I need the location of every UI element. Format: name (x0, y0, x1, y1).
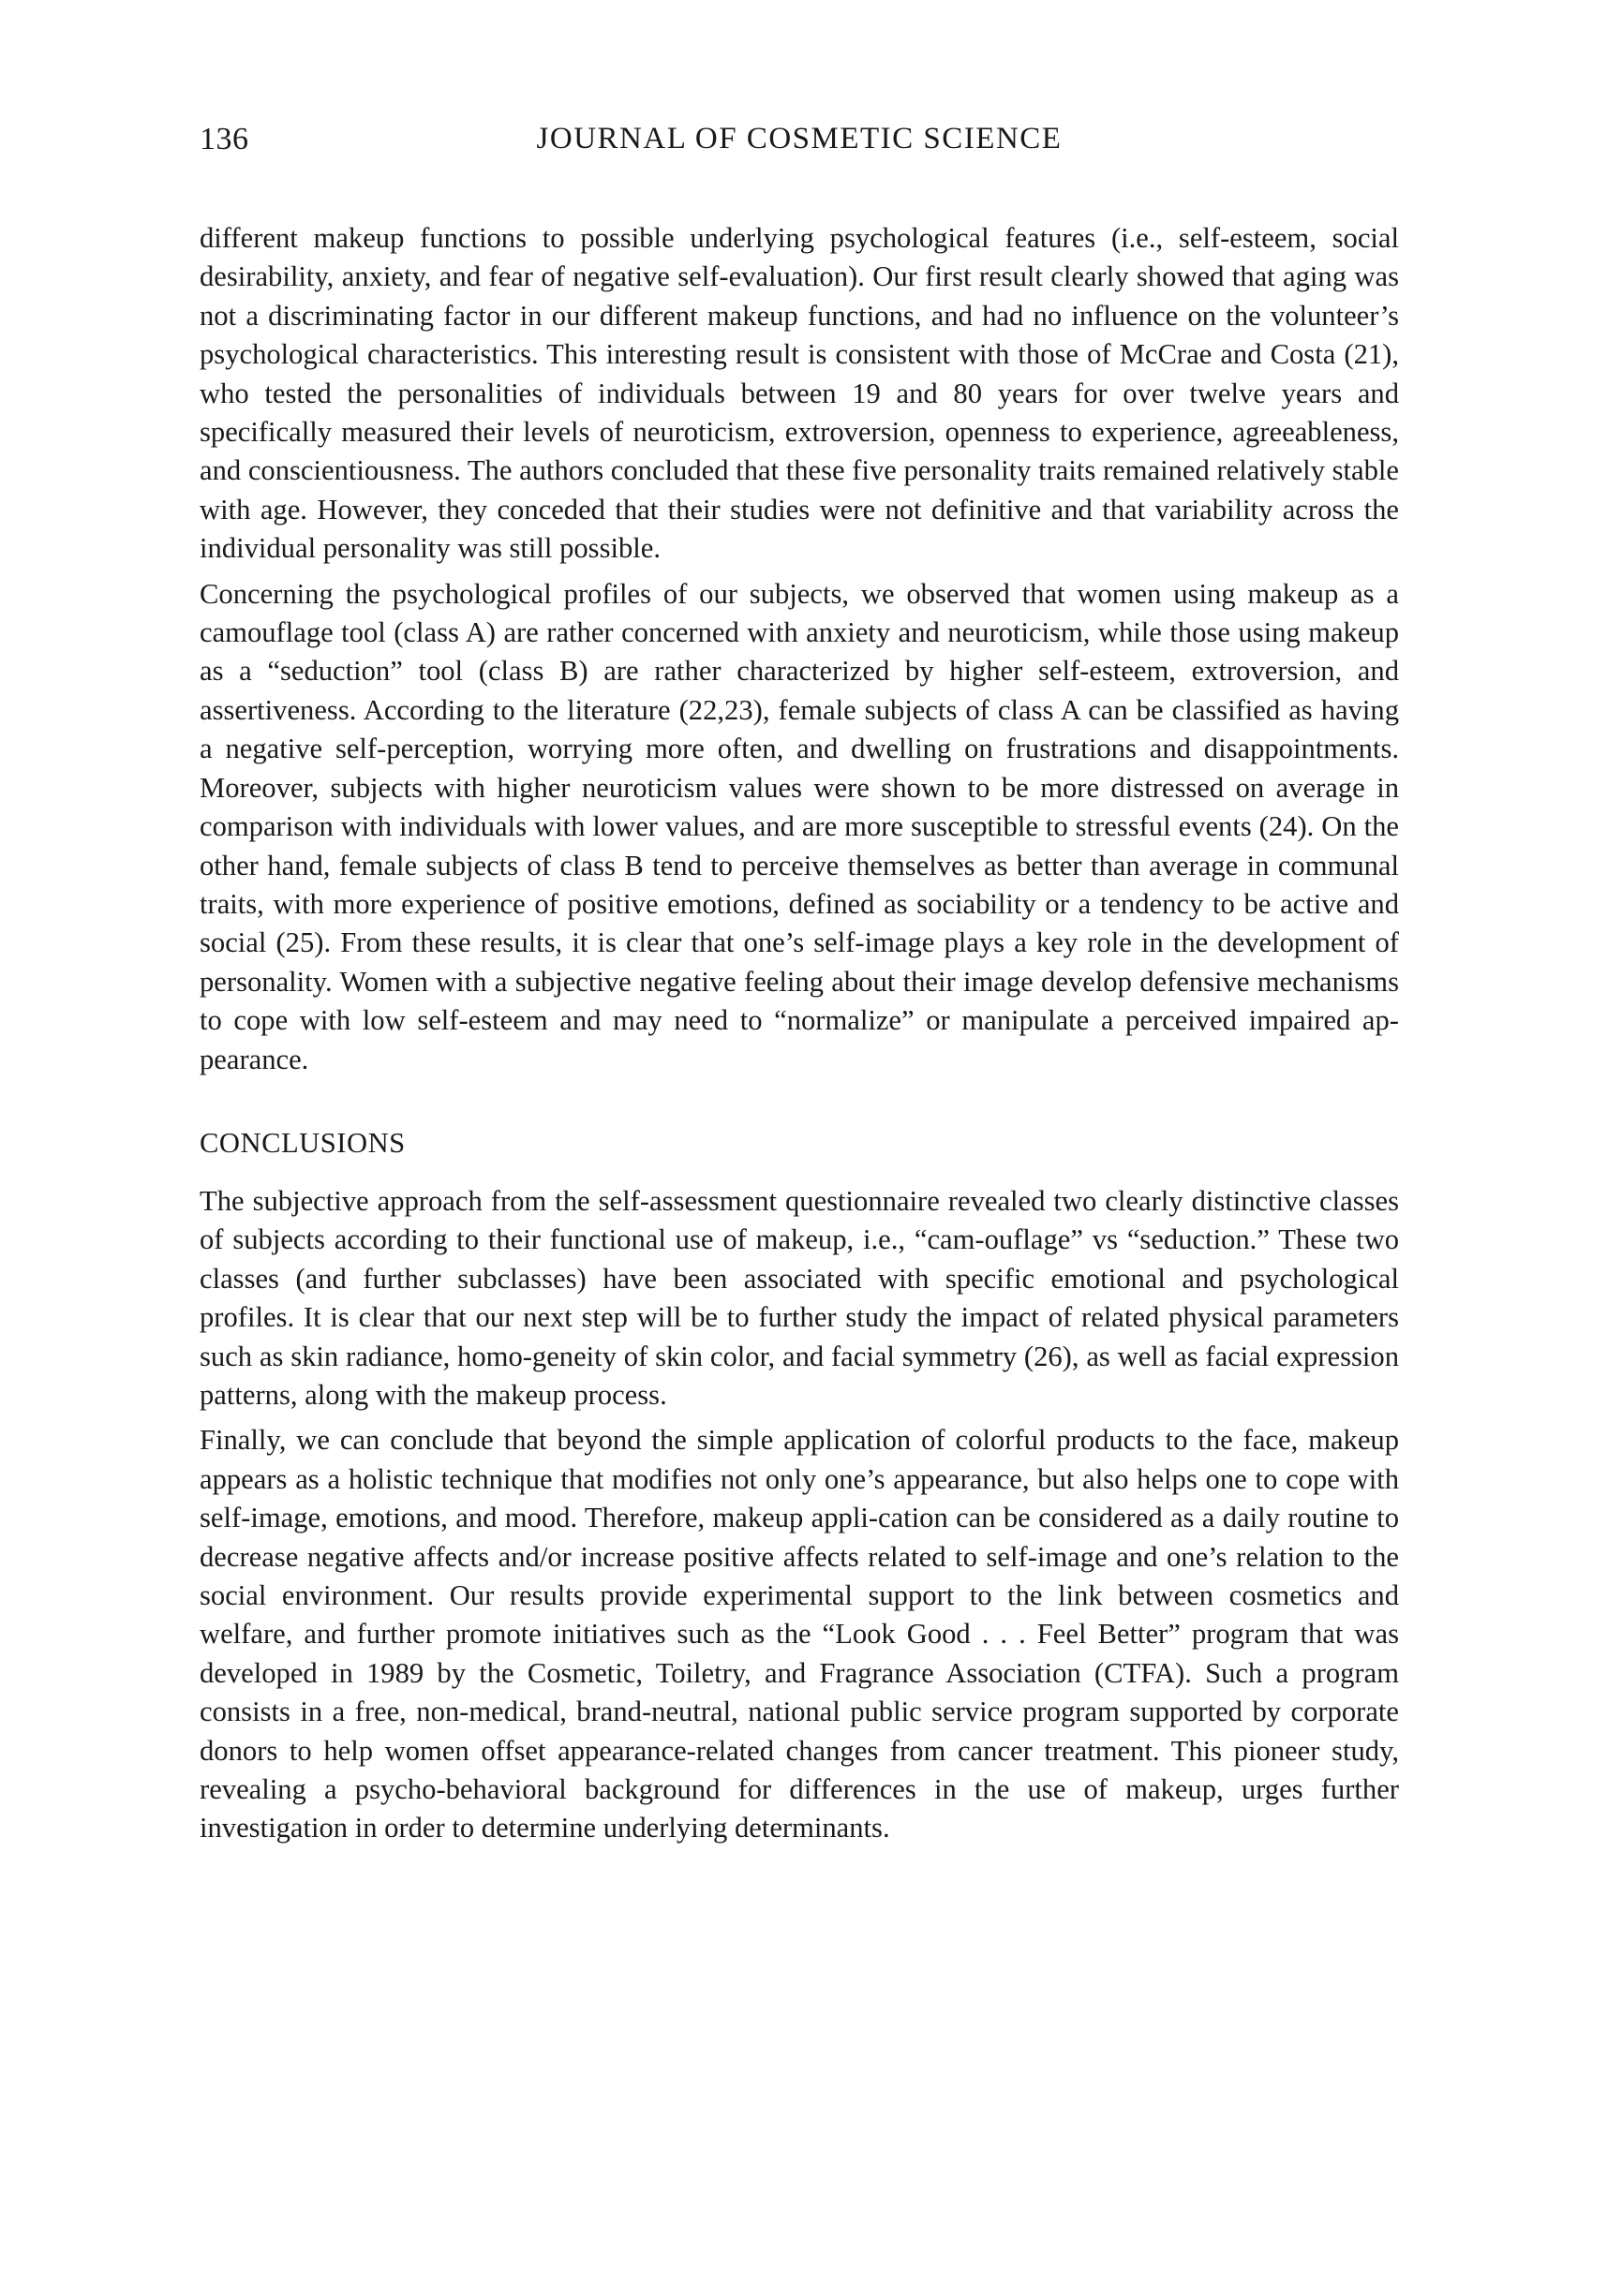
section-heading-conclusions: CONCLUSIONS (200, 1126, 406, 1159)
page-number: 136 (200, 122, 249, 156)
discussion-paragraph-1: different makeup functions to possible underlying psychological features (i.e., self-esteem, social desirability, anxiety, and fear of negative self-evaluation). Our first result clearly showed that aging was not a discriminating factor in our different makeup functions, and had no influence on the volunteer’s psychological characteristics. This interesting result is consistent with those of McCrae and Costa (21), who tested the personalities of individuals between 19 and 80 years for over twelve years and specifically measured their levels of neuroticism, extroversion, openness to experience, agreeableness, and conscientiousness. The authors concluded that these five personality traits remained relatively stable with age. However, they conceded that their studies were not definitive and that variability across the individual personality was still possible. (200, 222, 1399, 565)
journal-title: JOURNAL OF COSMETIC SCIENCE (536, 122, 1063, 156)
body-text (200, 219, 1399, 1848)
conclusions-paragraph-1: The subjective approach from the self-assessment questionnaire revealed two clearly distinctive classes of subjects according to their functional use of makeup, i.e., “cam-ouflage” vs “seduction.” These two classes (and further subclasses) have been associated with specific emotional and psychological profiles. It is clear that our next step will be to further study the impact of related physical parameters such as skin radiance, homo-geneity of skin color, and facial symmetry (26), as well as facial expression patterns, along with the makeup process. (200, 1184, 1399, 1411)
conclusions-paragraph-2: Finally, we can conclude that beyond the simple application of colorful products to the face, makeup appears as a holistic technique that modifies not only one’s appearance, but also helps one to cope with self-image, emotions, and mood. Therefore, makeup appli-cation can be considered as a daily routine to decrease negative affects and/or increase positive affects related to self-image and one’s relation to the social environment. Our results provide experimental support to the link between cosmetics and welfare, and further promote initiatives such as the “Look Good . . . Feel Better” program that was developed in 1989 by the Cosmetic, Toiletry, and Fragrance Association (CTFA). Such a program consists in a free, non-medical, brand-neutral, national public service program supported by corporate donors to help women offset appearance-related changes from cancer treatment. This pioneer study, revealing a psycho-behavioral background for differences in the use of makeup, urges further investigation in order to determine underlying determinants. (200, 1424, 1399, 1844)
discussion-paragraph-2: Concerning the psychological profiles of our subjects, we observed that women using makeup as a camouflage tool (class A) are rather concerned with anxiety and neuroticism, while those using makeup as a “seduction” tool (class B) are rather characterized by higher self-esteem, extroversion, and assertiveness. According to the literature (22,23), female subjects of class A can be classified as having a negative self-perception, worrying more often, and dwelling on frustrations and disappointments. Moreover, subjects with higher neuroticism values were shown to be more distressed on average in comparison with individuals with lower values, and are more susceptible to stressful events (24). On the other hand, female subjects of class B tend to perceive themselves as better than average in communal traits, with more experience of positive emotions, defined as sociability or a tendency to be active and social (25). From these results, it is clear that one’s self-image plays a key role in the development of personality. Women with a subjective negative feeling about their image develop defensive mechanisms to cope with low self-esteem and may need to “normalize” or manipulate a perceived impaired ap-pearance. (200, 577, 1399, 1075)
running-header (200, 122, 1399, 169)
